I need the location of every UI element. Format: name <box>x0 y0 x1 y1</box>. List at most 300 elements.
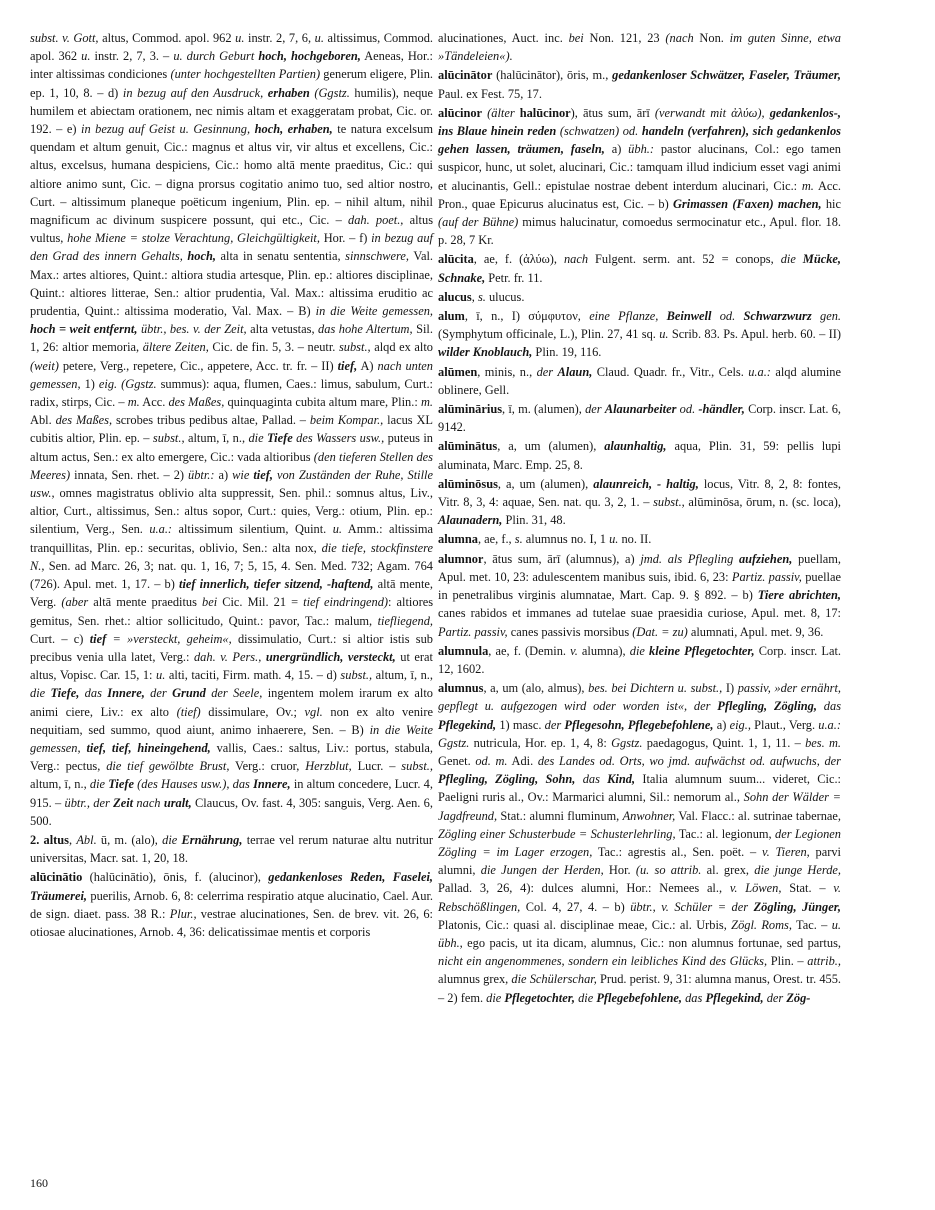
entry-text-run: altum, ī, n., <box>372 668 433 683</box>
entry-text-run: in die Weite gemessen, <box>315 304 433 319</box>
entry-text-run: Scrib. 83. Ps. Apul. herb. 60. – II) <box>668 327 841 342</box>
entry-text-run: des Maßes, <box>55 413 113 428</box>
entry-text-run: das <box>823 699 842 714</box>
entry-text-run: alqd alumine oblinere, Gell. <box>438 364 841 397</box>
entry-text-run: bes. m. <box>805 735 841 750</box>
entry-text-run: subst. v. Gott, <box>30 31 99 45</box>
dictionary-entry <box>438 104 841 250</box>
entry-text-run: Pflegetochter, <box>504 990 575 1005</box>
entry-text-run: instr. 2, 7, 6, <box>244 31 315 45</box>
entry-text-run: dissimulare, Ov.; <box>200 704 305 719</box>
entry-text-run: puteus in altum actus, Sen.: ex alto emergere, Cic.: vada altioribus <box>30 431 434 464</box>
entry-text-run: Partiz. passiv, <box>731 569 802 584</box>
entry-text-run: unergründlich, versteckt, <box>265 649 396 664</box>
entry-text-run: Plaut., Verg. <box>750 717 819 732</box>
entry-text-run: , a, um (alumen), <box>497 476 594 491</box>
entry-text-run: u. <box>235 31 245 45</box>
entry-text-run: in bezug auf Geist u. Gesinnung, <box>81 122 251 137</box>
entry-text-run: tief eindringend) <box>303 595 389 610</box>
entry-text-run: u. <box>156 668 166 683</box>
entry-text-run: (halūcinātor), ōris, m., <box>492 68 613 83</box>
entry-text-run: alucinationes, Auct. inc. <box>438 31 569 45</box>
entry-text-run: Zögl. Roms, <box>731 917 792 932</box>
dictionary-column-right <box>438 28 841 1007</box>
entry-text-run: paedagogus, Quint. 1, 1, 11. – <box>642 735 806 750</box>
entry-text-run: ingentem molem irarum ex alto animi ciere, Liv.: ex alto <box>30 686 433 719</box>
entry-text-run: Claud. Quadr. fr., Vitr., Cels. <box>592 364 749 379</box>
entry-text-run: 1) <box>80 376 99 391</box>
entry-text-run: parvi alumni, <box>438 844 841 878</box>
entry-text-run: humilis), neque humilem et abiectam orationem, nec nimis altam et exaggeratam probat, Cic. or. 192. – e) <box>30 85 433 137</box>
entry-text-run: Sen. ad Marc. 26, 3; nat. qu. 1, 16, 7; 5, 15, 4. Sen. Med. 732; Agam. 764 (726). Apul. met. 1, 17. – b) <box>30 558 433 592</box>
entry-text-run: : altiores gemitus, Sen. rhet.: altior sollicitudo, Quint.: pavor, Tac.: malum, <box>30 595 434 628</box>
entry-text-run: Prud. perist. 9, 31: alumna manus, Orest. tr. 455. – 2) fem. <box>438 972 841 1005</box>
entry-text-run: die <box>162 832 178 847</box>
entry-text-run: Tiefe <box>108 777 134 792</box>
entry-text-run: Paul. ex Fest. 75, 17. <box>438 86 542 101</box>
entry-text-run: alūcita <box>438 252 474 267</box>
entry-text-run: eig. (Ggstz. <box>98 376 157 391</box>
entry-text-run: Mücke, Schnake, <box>438 252 841 285</box>
dictionary-entry <box>30 29 433 830</box>
entry-text-run: wilder Knoblauch, <box>438 345 533 360</box>
entry-text-run: alumnus grex, <box>438 972 512 987</box>
entry-text-run: puellae in penetralibus virginis alumnatae, Mart. Cap. 9. § 892. – b) <box>438 569 841 603</box>
dictionary-entry <box>438 679 841 1007</box>
entry-text-run: tief <box>89 631 107 646</box>
entry-text-run: in die Weite gemessen, <box>30 722 433 755</box>
entry-text-run: petere, Verg., repetere, Cic., appetere, Acc. tr. fr. – II) <box>58 358 338 373</box>
entry-text-run: handeln (verfahren), sich gedankenlos gehen lassen, träumen, faseln, <box>438 124 841 157</box>
entry-text-run: alaunhaltig, <box>604 439 667 454</box>
entry-text-run: hoch, erhaben, <box>254 122 333 137</box>
entry-text-run: übh.: <box>628 142 654 157</box>
entry-text-run: Zögling einer Schusterbude = Schusterlehrling, <box>438 826 676 841</box>
entry-text-run: dah. poet., <box>348 213 404 228</box>
entry-text-run: , a, um (alo, almus), <box>483 681 589 696</box>
entry-text-run: Val. Max.: artes altiores, Quint.: altiora studia artesque, Plin. ep.: altiores disciplinae, Quint.: altiores litterae, Sen.: altior prudentia, Val. Max.: altissima eruditio ac prudentia, Quint.: altissima moderatio, Val. Max. – B) <box>30 249 433 319</box>
entry-text-run: Fulgent. serm. ant. 52 = conops, <box>588 252 781 267</box>
entry-text-run: bei <box>202 595 218 610</box>
entry-text-run: (unter hochgestellten Partien) <box>170 67 321 82</box>
entry-text-run: , a, um (alumen), <box>497 439 605 454</box>
entry-text-run: A) <box>357 358 378 373</box>
entry-text-run: Partiz. passiv, <box>438 624 508 639</box>
entry-text-run: Tiefe, <box>50 686 80 701</box>
entry-text-run: u. durch Geburt <box>173 49 255 64</box>
entry-text-run: Alaunarbeiter <box>604 402 677 417</box>
entry-text-run: od. m. <box>475 753 508 768</box>
entry-text-run: alta in senatu sententia, <box>215 249 346 264</box>
entry-text-run: Corp. inscr. Lat. 12, 1602. <box>438 643 841 676</box>
entry-text-run: Abl. <box>76 832 97 847</box>
entry-text-run: jmd. als Pflegling <box>640 551 734 566</box>
entry-text-run: (älter <box>487 105 515 120</box>
entry-text-run: alūmen <box>438 364 478 379</box>
entry-text-run: übtr., v. Schüler = der <box>630 899 749 914</box>
entry-text-run: m. <box>420 395 433 410</box>
entry-text-run: Adi. <box>507 753 538 768</box>
entry-text-run: von Zuständen der Ruhe, Stille usw., <box>30 467 433 501</box>
entry-text-run: hoch = weit entfernt, <box>30 322 138 337</box>
entry-text-run: Alaun, <box>557 364 593 379</box>
entry-text-run: Non. 121, 23 <box>583 31 666 45</box>
entry-text-run <box>735 309 743 323</box>
entry-text-run: erhaben <box>267 85 310 100</box>
entry-text-run: 1) masc. <box>496 717 545 732</box>
entry-text-run: dissimulatio, Curt.: si altior istis sub precibus venia ulla latet, Verg.: <box>30 631 433 664</box>
entry-text-run: puellam, Apul. met. 10, 23: adulescentem manibus suis, ibid. 6, 23: <box>438 551 841 584</box>
entry-text-run: u. <box>332 522 342 537</box>
entry-text-run: Alaunadern, <box>438 513 503 528</box>
entry-text-run: Italia alumnum suum... videret, Cic.: Paeligni ruris al., Ov.: Marmarici alumni, Sil.: nemorum al., <box>438 772 842 805</box>
dictionary-entry <box>438 437 841 473</box>
entry-text-run: subst., <box>401 759 433 774</box>
entry-text-run: non ex alto venire nequitiam, sed summo, quod aiunt, animo inhaerere, Sen. – B) <box>30 704 433 737</box>
entry-text-run: canes passivis morsibus <box>507 624 633 639</box>
entry-text-run: der <box>585 402 602 417</box>
entry-text-run: alūminātus <box>438 439 498 454</box>
entry-text-run: gedankenloser Schwätzer, Faseler, Träumer, <box>612 68 841 83</box>
entry-text-run: die <box>30 686 46 701</box>
entry-text-run: (weit) <box>30 358 59 373</box>
entry-text-run: alumnula <box>438 643 489 658</box>
entry-text-run: od. <box>679 402 696 417</box>
entry-text-run: (des Hauses usw.), <box>137 777 230 792</box>
entry-text-run: subst., <box>338 340 371 355</box>
entry-text-run: Zögling, Jünger, <box>753 899 841 914</box>
entry-text-run: alumnor <box>438 551 484 566</box>
entry-text-run: Tac.: agrestis al., Sen. poët. – <box>592 844 763 859</box>
entry-text-run: altus, Commod. apol. 962 <box>98 31 236 45</box>
entry-text-run: das <box>582 772 600 787</box>
entry-text-run: Genet. <box>438 753 476 768</box>
entry-text-run: = »versteckt, geheim«, <box>112 631 232 646</box>
entry-text-run: nach unten gemessen, <box>30 358 433 391</box>
dictionary-entry <box>438 250 841 286</box>
entry-text-run: der Seele, <box>211 686 263 701</box>
entry-text-run: bes. bei Dichtern u. subst., <box>588 681 723 696</box>
entry-text-run: Non. <box>693 31 730 45</box>
entry-text-run: Tiere abrichten, <box>757 588 842 603</box>
entry-text-run: quinquaginta cubita altum mare, Plin.: <box>224 395 421 410</box>
entry-text-run: altus vultus, <box>30 213 434 246</box>
entry-text-run: hoch, hochgeboren, <box>258 49 361 64</box>
entry-text-run: (Symphytum officinale, L.), Plin. 27, 41 sq. <box>438 327 660 342</box>
entry-text-run: Hor. <box>603 863 636 878</box>
entry-text-run <box>817 699 824 713</box>
entry-text-run: hohe Miene = stolze Verachtung, Gleichgültigkeit, <box>67 231 320 246</box>
entry-text-run: Hor. – f) <box>319 231 372 246</box>
entry-text-run: alūminōsus <box>438 476 498 491</box>
dictionary-entry <box>438 66 841 102</box>
entry-text-run: nach <box>136 795 161 810</box>
entry-text-run: , minis, n., <box>477 364 537 379</box>
entry-text-run: no. II. <box>618 532 652 547</box>
entry-text-run: (auf der Bühne) <box>438 215 519 230</box>
entry-text-run: Col. 4, 27, 4. – b) <box>520 899 631 914</box>
dictionary-entry <box>438 530 841 548</box>
entry-text-run: gen. <box>820 309 841 324</box>
entry-text-run: Plin. 19, 116. <box>532 345 602 360</box>
entry-text-run: I) <box>722 681 738 696</box>
entry-text-run: eig., <box>729 717 751 732</box>
entry-text-run: pastor alucinans, Col.: ego tamen suspicor, hunc, ut solet, alucinari, Cic.: tamquam illud indicium esset vagi animi et alucinantis, Gell.: epistulae nostrae debent interdum alucinari, Cic.: <box>438 142 841 193</box>
entry-text-run: alūcinātor <box>438 68 493 83</box>
entry-text-run: v. <box>570 643 578 658</box>
entry-text-run: halūcinor <box>519 105 571 120</box>
entry-text-run: der Legionen Zögling = im Lager erzogen, <box>438 826 841 859</box>
entry-text-run: , <box>69 832 77 847</box>
entry-text-run: Stat. – <box>781 881 834 896</box>
entry-text-run: übtr.: <box>188 467 215 482</box>
entry-text-run: Pflegekind, <box>705 990 764 1005</box>
entry-text-run: vgl. <box>304 704 323 719</box>
entry-text-run: Val. Flacc.: al. sutrinae tabernae, <box>675 808 841 823</box>
entry-text-run: Schwarzwurz <box>743 309 812 324</box>
entry-text-run: Zög- <box>786 990 811 1005</box>
entry-text-run: scrobes tribus pedibus altae, Pallad. – <box>112 413 310 428</box>
dictionary-entry <box>438 475 841 530</box>
entry-text-run: übtr., der <box>64 795 110 810</box>
entry-text-run: mimus halucinatur, comoedus sermocinatur etc., Apul. flor. 18. p. 28, 7 Kr. <box>438 215 841 248</box>
entry-text-run: s. <box>514 532 523 547</box>
entry-text-run: der <box>150 686 167 701</box>
entry-text-run: ego pacis, ut ita dicam, alumnus, Cic.: non alumnus fortunae, sed partus, <box>462 935 841 950</box>
entry-text-run: alumnus <box>438 681 484 696</box>
entry-text-run: die Jungen der Herden, <box>480 863 604 878</box>
entry-text-run: die <box>89 777 106 792</box>
entry-text-run: Aeneas, Hor.: inter altissimas condiciones <box>30 49 433 82</box>
entry-text-run: Pflegekind, <box>438 717 497 732</box>
entry-text-run: hic <box>821 196 841 211</box>
entry-text-run: Stat.: alumni fluminum, <box>497 808 623 823</box>
dictionary-entry <box>438 642 841 678</box>
entry-text-run: tief, <box>337 358 358 373</box>
entry-text-run: , ae, f., <box>477 532 515 547</box>
entry-text-run: Curt. – c) <box>30 631 90 646</box>
entry-text-run: vestrae alucinationes, Sen. de brev. vit. 26, 6: otiosae alucinationes, Arnob. 4, 36: delicatissimae mentis et corporis <box>30 906 433 939</box>
entry-text-run: in bezug auf den Ausdruck, <box>122 85 264 100</box>
entry-text-run: v. Rebschößlingen, <box>438 881 841 914</box>
entry-text-run: alumnus no. I, 1 <box>522 532 610 547</box>
entry-text-run: im guten Sinne, etwa »Tändeleien«). <box>438 31 841 64</box>
entry-text-run: Beinwell <box>666 309 712 324</box>
entry-text-run: ut erat altus, Vopisc. Car. 15, 1: <box>30 649 433 683</box>
entry-text-run: altum, ī, n., <box>30 777 90 792</box>
entry-text-run: Cic. de fin. 5, 3. – neutr. <box>208 340 339 355</box>
entry-text-run: die <box>629 643 645 658</box>
entry-text-run: hoch, <box>187 249 216 264</box>
entry-text-run: Tiefe <box>267 431 293 446</box>
entry-text-run: das hohe Altertum, <box>318 322 413 337</box>
entry-text-run: die <box>780 252 796 267</box>
entry-text-run: übtr., bes. v. der Zeit, <box>140 322 247 337</box>
entry-text-run: Tac.: al. legionum, <box>675 826 775 841</box>
entry-text-run: attrib., <box>807 954 841 969</box>
entry-text-run: Zeit <box>113 795 134 810</box>
entry-text-run: in altum concedere, Lucr. 4, 915. – <box>30 777 433 810</box>
entry-text-run: tiefliegend, <box>377 613 433 628</box>
entry-text-run: tief, tief, hineingehend, <box>86 740 211 755</box>
entry-text-run: Innere, <box>253 777 291 792</box>
entry-text-run: aufziehen, <box>738 551 793 566</box>
entry-text-run: Plin. 31, 48. <box>502 513 566 528</box>
entry-text-run: a) <box>604 142 629 157</box>
entry-text-run: -händler, <box>698 402 745 417</box>
entry-text-run: (Dat. = zu) <box>632 624 688 639</box>
entry-text-run: der <box>544 717 562 732</box>
entry-text-run: u. <box>314 31 324 45</box>
entry-text-run: Pflegling, Zögling, Sohn, <box>438 772 576 787</box>
entry-text-run: 2. altus <box>30 832 70 847</box>
entry-text-run: (Ggstz. <box>314 85 350 100</box>
entry-text-run: altissimum silentium, Quint. <box>172 522 333 537</box>
page-number: 160 <box>30 1176 48 1190</box>
entry-text-run: der <box>766 990 784 1005</box>
entry-text-run: u. <box>659 327 669 342</box>
entry-text-run: subst., <box>340 668 373 683</box>
entry-text-run: bei <box>568 31 584 45</box>
entry-text-run: sinnschwere, <box>345 249 410 264</box>
entry-text-run: Sil. 1, 26: altior memoria, <box>30 322 433 355</box>
entry-text-run: vallis, Caes.: saltus, Liv.: portus, stabula, Verg.: pectus, <box>30 740 433 774</box>
entry-text-run: das <box>84 686 102 701</box>
entry-text-run: Anwohner, <box>622 808 676 823</box>
entry-text-run: Plin. – <box>767 954 808 969</box>
entry-text-run: u. <box>609 532 619 547</box>
entry-text-run: (u. so attrib. <box>635 863 702 878</box>
entry-text-run: subst., <box>653 495 685 510</box>
entry-text-run: v. Tieren, <box>762 844 810 859</box>
entry-text-run: innata, Sen. rhet. – 2) <box>70 467 189 482</box>
entry-text-run: subst., <box>152 431 185 446</box>
entry-text-run <box>575 772 582 786</box>
entry-text-run: Sohn der Wälder = Jagdfreund, <box>438 790 841 823</box>
entry-text-run: m. <box>127 395 140 410</box>
entry-text-run: m. <box>801 178 814 193</box>
entry-text-run: passiv, »der ernährt, gepflegt u. aufgezogen wird oder worden ist«, der <box>438 681 841 714</box>
entry-text-run: , ātus sum, ārī (alumnus), a) <box>483 551 641 566</box>
entry-text-run: Pflegebefohlene, <box>596 990 682 1005</box>
entry-text-run: (aber <box>61 595 89 610</box>
entry-text-run: alūcinātio <box>30 870 83 885</box>
entry-text-run: die <box>578 990 594 1005</box>
entry-text-run: , ī, m. (alumen), <box>502 402 586 417</box>
entry-text-run: gedankenloses Reden, Faselei, Träumerei, <box>30 870 433 903</box>
entry-text-run: terrae vel rerum naturae altu nutritur universitas, Macr. sat. 1, 20, 18. <box>30 832 433 866</box>
dictionary-entry <box>438 288 841 306</box>
entry-text-run <box>658 309 666 323</box>
entry-text-run: v. Löwen, <box>729 881 782 896</box>
dictionary-entry <box>438 29 841 65</box>
entry-text-run: ), ātus sum, ārī <box>570 105 655 120</box>
entry-text-run: alumnati, Apul. met. 9, 36. <box>687 624 824 639</box>
entry-text-run: (nach <box>665 31 694 45</box>
entry-text-run: , ī, n., I) σύμφυτον, <box>464 309 590 324</box>
entry-text-run: ū, m. (alo), <box>96 832 163 847</box>
entry-text-run: Kind, <box>607 772 636 787</box>
entry-text-run: nicht ein angenommenes, sondern ein leibliches Kind des Glücks, <box>438 954 768 969</box>
entry-text-run: ulucus. <box>485 289 525 304</box>
entry-text-run: generum eligere, Plin. ep. 1, 10, 8. – d) <box>30 67 433 100</box>
entry-text-run: Pflegling, Zögling, <box>717 699 817 714</box>
entry-text-run: altissimus, Commod. apol. 362 <box>30 31 433 64</box>
entry-text-run: tief, <box>253 467 273 482</box>
entry-text-run: die tief gewölbte Brust, <box>106 759 230 774</box>
entry-text-run: Ernährung, <box>181 832 243 847</box>
entry-text-run: Verg.: cruor, <box>229 759 306 774</box>
dictionary-entry <box>30 868 433 941</box>
entry-text-run: , ae, f. (ἀλύω), <box>473 252 564 267</box>
entry-text-run: Grimassen (Faxen) machen, <box>672 196 822 211</box>
entry-text-run: Herzblut, <box>305 759 352 774</box>
entry-text-run: gedankenlos-, ins Blaue hinein reden <box>438 105 841 139</box>
entry-text-run: wie <box>232 467 250 482</box>
entry-text-run: alūminōsa, ōrum, n. (sc. loca), <box>684 495 841 510</box>
entry-text-run: des Wassers usw., <box>296 431 385 446</box>
entry-text-run: (den tieferen Stellen des Meeres) <box>30 449 434 482</box>
entry-text-run: des Maßes, <box>168 395 225 410</box>
entry-text-run: ältere Zeiten, <box>142 340 209 355</box>
entry-text-run: (tief) <box>176 704 201 719</box>
entry-text-run: puerilis, Arnob. 6, 8: celerrima respiratio atque alucinatio, Cael. Aur. de sign. diaet. pass. 38 R.: <box>30 888 433 921</box>
entry-text-run: altā mente praeditus <box>88 595 203 610</box>
entry-text-run: u. übh., <box>438 917 841 950</box>
entry-text-run: , ae, f. (Demin. <box>488 643 571 658</box>
entry-text-run: locus, Vitr. 8, 2, 8: fontes, Vitr. 8, 3, 4: aquae, Sen. nat. qu. 3, 2, 1. – <box>438 476 841 510</box>
entry-text-run: al. grex, <box>701 863 755 878</box>
entry-text-run: alūcinor <box>438 105 483 120</box>
entry-text-run: Tac. – <box>791 917 832 932</box>
entry-text-run: u. <box>81 49 91 64</box>
entry-text-run: (halūcinātio), ōnis, f. (alucinor), <box>82 870 269 885</box>
entry-text-run: nach <box>563 252 589 267</box>
entry-text-run: das <box>232 777 250 792</box>
entry-text-run: , <box>471 289 478 304</box>
entry-text-run: alucus <box>438 289 472 304</box>
entry-text-run: nutricula, Hor. ep. 1, 4, 8: <box>469 735 612 750</box>
entry-text-run: Acc. Pron., quae Epicurus alucinatus est, Cic. – b) <box>438 178 841 211</box>
dictionary-entry <box>438 307 841 362</box>
entry-text-run <box>711 309 719 323</box>
entry-text-run: uralt, <box>163 795 192 810</box>
entry-text-run: alumna <box>438 532 478 547</box>
entry-text-run: Acc. <box>139 395 169 410</box>
entry-text-run: des Landes od. Orts, wo jmd. aufwächst od. aufwuchs, der <box>537 753 842 768</box>
entry-text-run: Pflegesohn, Pflegebefohlene, <box>564 717 714 732</box>
entry-text-run: Ggstz. <box>611 735 643 750</box>
entry-text-run: Plur., <box>169 906 197 921</box>
entry-text-run: alūminārius <box>438 402 503 417</box>
entry-text-run: dah. v. Pers., <box>193 649 262 664</box>
entry-text-run: Claucus, Ov. fast. 4, 305: sanguis, Verg. Aen. 6, 500. <box>30 795 433 828</box>
entry-text-run: u.a.: <box>149 522 173 537</box>
entry-text-run: die tiefe, stockfinstere N., <box>30 540 434 573</box>
entry-text-run: alti, taciti, Firm. math. 4, 15. – d) <box>165 668 341 683</box>
dictionary-column-left <box>30 28 433 941</box>
entry-text-run: in bezug auf den Grad des innern Gehalts, <box>30 231 433 264</box>
entry-text-run: aqua, Plin. 31, 59: pellis lupi aluminata, Marc. Emp. 25, 8. <box>438 439 841 472</box>
entry-text-run: (verwandt mit ἀλύω), <box>654 105 765 120</box>
entry-text-run: Abl. <box>30 413 56 428</box>
dictionary-entry <box>438 400 841 436</box>
entry-text-run: Pallad. 3, 26, 4): dulces alumni, Hor.: Nemees al., <box>438 881 730 896</box>
entry-text-run: Petr. fr. 11. <box>485 270 543 285</box>
entry-text-run: canes rabidos et immanes ad tutelae suae praesidia curiose, Apul. met. 8, 17: <box>438 606 841 621</box>
entry-text-run: alum <box>438 309 465 324</box>
entry-text-run: alta vetustas, <box>246 322 319 337</box>
